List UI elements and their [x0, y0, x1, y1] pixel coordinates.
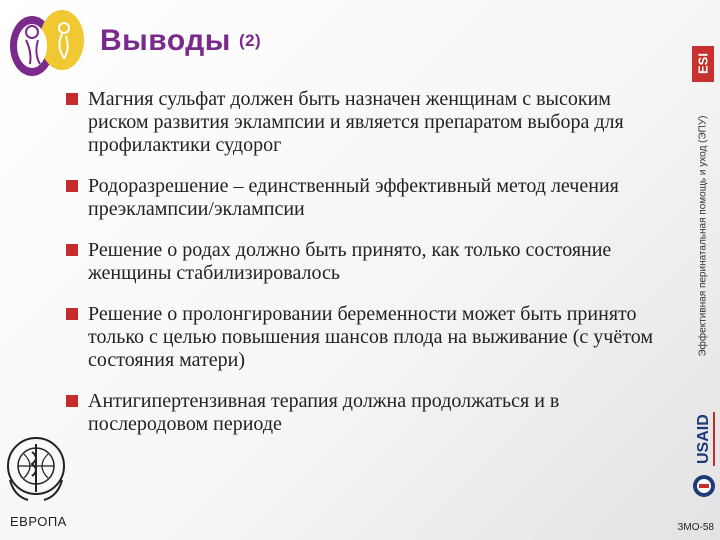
usaid-logo-text: USAID — [695, 414, 712, 464]
bullet-square-icon — [66, 395, 78, 407]
slide-title — [100, 24, 261, 58]
mother-child-logo-icon — [4, 6, 88, 78]
bullet-list — [60, 88, 670, 436]
who-emblem-icon — [4, 430, 68, 510]
esi-logo: ESI — [692, 46, 714, 82]
bullet-item — [60, 175, 670, 221]
bullet-item — [60, 303, 670, 372]
bullet-square-icon — [66, 244, 78, 256]
title-sub: (2) — [238, 31, 262, 50]
bullet-text: Решение о пролонгировании беременности может быть принято только с целью повышения шансов плода на выживание (с учётом состояния матери) — [88, 303, 653, 371]
bullet-square-icon — [66, 93, 78, 105]
bullet-item — [60, 390, 670, 436]
usaid-logo-icon — [690, 404, 718, 500]
bullet-square-icon — [66, 308, 78, 320]
title-main: Выводы — [100, 24, 231, 57]
bullet-text: Магния сульфат должен быть назначен женщинам с высоким риском развития эклампсии и является препаратом выбора для профилактики судорог — [88, 88, 624, 156]
bullet-item — [60, 239, 670, 285]
bullet-text: Родоразрешение – единственный эффективный метод лечения преэклампсии/эклампсии — [88, 175, 619, 220]
bullet-text: Решение о родах должно быть принято, как только состояние женщины стабилизировалось — [88, 239, 612, 284]
bullet-text: Антигипертензивная терапия должна продолжаться и в послеродовом периоде — [88, 390, 560, 435]
who-europe-label: ЕВРОПА — [10, 514, 67, 529]
bullet-item — [60, 88, 670, 157]
vertical-side-text: Эффективная перинатальная помощь и уход (ЭПУ) — [697, 115, 709, 357]
slide-number: ЗМО-58 — [677, 522, 714, 533]
bullet-square-icon — [66, 180, 78, 192]
